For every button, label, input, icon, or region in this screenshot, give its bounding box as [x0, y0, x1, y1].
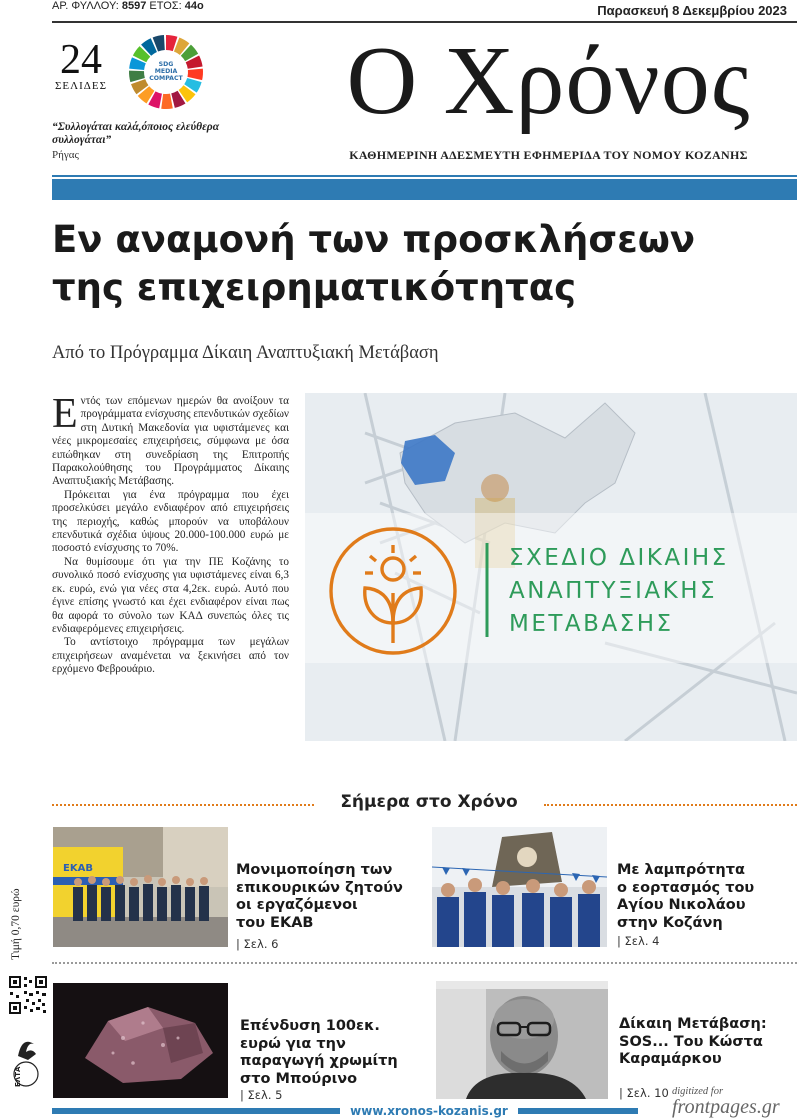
quote-author: Ρήγας	[52, 149, 79, 161]
hero-line-3: ΜΕΤΑΒΑΣΗΣ	[509, 611, 674, 637]
teaser-divider	[52, 962, 797, 964]
lead-article-body	[52, 391, 289, 677]
ambulance-text: ΕΚΑΒ	[63, 863, 93, 874]
digitized-for-label: digitized for	[672, 1086, 724, 1097]
teaser-title-karamarkou[interactable]: Δίκαιη Μετάβαση: SOS... Του Κώστα Καραμάρκου	[619, 1016, 767, 1067]
year-value: 44ο	[184, 0, 204, 12]
issue-label: ΑΡ. ΦΥΛΛΟΥ:	[52, 0, 119, 12]
article-paragraph: Να θυμίσουμε ότι για την ΠΕ Κοζάνης το συνολικό ποσό ενίσχυσης για υφιστάμενες είναι 6,3 εκ. ευρώ, ενώ για νέες στα 4,2εκ. ευρώ. Αυτό που έγινε επίσης γνωστό και έχει ενδιαφέρον είναι πως θα αφορά το σύνολο των ΚΑΔ συνεπώς όλες τις ενδιαφερόμενες επιχειρήσεις.	[52, 555, 289, 635]
sdg-label: SDG MEDIA COMPACT	[149, 61, 183, 82]
masthead-bar	[52, 179, 797, 200]
elta-bird-icon	[18, 1042, 36, 1060]
hero-line-2: ΑΝΑΠΤΥΞΙΑΚΗΣ	[509, 578, 718, 604]
sdg-wheel-segment	[187, 69, 203, 81]
lead-headline[interactable]	[52, 216, 792, 312]
teaser-page-agios-nikolaos: | Σελ. 4	[617, 934, 660, 948]
svg-text:Τιμή 0,70 ευρώ: Τιμή 0,70 ευρώ	[10, 888, 22, 960]
section-title: Σήμερα στο Χρόνο	[340, 792, 518, 812]
issue-number: 8597	[121, 0, 147, 12]
hero-line-1: ΣΧΕΔΙΟ ΔΙΚΑΙΗΣ	[509, 545, 729, 571]
frontpages-watermark[interactable]: frontpages.gr	[672, 1096, 780, 1118]
teaser-image-agios-nikolaos[interactable]	[432, 827, 607, 947]
article-paragraph: Το αντίστοιχο πρόγραμμα των μεγάλων επιχειρήσεων αναμένεται να ξεκινήσει από τον ερχόμενο Φεβρουάριο.	[52, 636, 289, 676]
teaser-image-ekab[interactable]	[53, 827, 228, 947]
teaser-title-chromite[interactable]: Επένδυση 100εκ. ευρώ για την παραγωγή χρωμίτη στο Μπούρινο	[240, 1018, 398, 1087]
sdg-wheel-segment	[161, 94, 173, 109]
teaser-image-karamarkou[interactable]	[436, 981, 608, 1099]
section-rule-right	[544, 804, 797, 806]
article-paragraph: Εντός των επόμενων ημερών θα ανοίξουν τα προγράμματα ενίσχυσης επενδυτικών σχεδίων στη Δυτική Μακεδονία για υφιστάμενες και νέες μικρομεσαίες επιχειρήσεις, σύμφωνα με όσα ειπώθηκαν στη συνεδρίαση της Επιτροπής Παρακολούθησης του Προγράμματος Δίκαιης Αναπτυξιακής Μετάβασης.	[52, 391, 289, 488]
footer-bar-right	[518, 1108, 638, 1114]
article-paragraph: Πρόκειται για ένα πρόγραμμα που έχει προσελκύσει μεγάλο ενδιαφέρον από επιχειρήσεις της περιοχής, καθώς μπορούν να υποβάλουν επενδυτικά σχέδια ύψους 20.000-100.000 ευρώ με ποσοστό ενίσχυσης το 70%.	[52, 488, 289, 555]
lead-hero-image[interactable]	[305, 393, 797, 741]
pages-label: ΣΕΛΙΔΕΣ	[55, 80, 107, 92]
website-url[interactable]: www.xronos-kozanis.gr	[350, 1104, 508, 1118]
teaser-page-ekab: | Σελ. 6	[236, 937, 279, 951]
svg-text:ΕΛΤΑ: ΕΛΤΑ	[14, 1066, 22, 1087]
qr-code-icon[interactable]	[8, 975, 48, 1015]
issue-date: Παρασκευή 8 Δεκεμβρίου 2023	[597, 3, 787, 18]
year-label: ΕΤΟΣ:	[149, 0, 182, 12]
dropcap: Ε	[52, 391, 78, 437]
price-label	[6, 842, 24, 962]
hero-graphic	[305, 393, 797, 741]
section-rule-left	[52, 804, 314, 806]
teaser-page-karamarkou: | Σελ. 10	[619, 1086, 669, 1100]
teaser-image-chromite[interactable]	[53, 983, 228, 1098]
headline-line-1: Εν αναμονή των προσκλήσεων	[52, 218, 696, 261]
masthead-rule	[52, 175, 797, 177]
footer-bar-left	[52, 1108, 340, 1114]
newspaper-title[interactable]: Ο Χρόνος	[346, 27, 751, 135]
headline-line-2: της επιχειρηματικότητας	[52, 266, 577, 309]
top-rule	[52, 21, 797, 23]
teaser-page-chromite: | Σελ. 5	[240, 1088, 283, 1102]
lead-subhead: Από το Πρόγραμμα Δίκαιη Αναπτυξιακή Μετάβαση	[52, 343, 439, 363]
elta-logo	[12, 1030, 42, 1090]
newspaper-subtitle: ΚΑΘΗΜΕΡΙΝΗ ΑΔΕΣΜΕΥΤΗ ΕΦΗΜΕΡΙΔΑ ΤΟΥ ΝΟΜΟΥ ΚΟΖΑΝΗΣ	[349, 148, 748, 162]
pages-count: 24	[60, 37, 102, 83]
issue-info	[52, 0, 204, 12]
masthead-quote: “Συλλογάται καλά,όποιος ελεύθερα συλλογάται”	[52, 121, 220, 146]
sdg-media-compact-logo	[127, 33, 205, 111]
teaser-title-agios-nikolaos[interactable]: Με λαμπρότητα ο εορτασμός του Αγίου Νικολάου στην Κοζάνη	[617, 862, 755, 931]
teaser-title-ekab[interactable]: Μονιμοποίηση των επικουρικών ζητούν οι εργαζόμενοι του ΕΚΑΒ	[236, 862, 403, 931]
